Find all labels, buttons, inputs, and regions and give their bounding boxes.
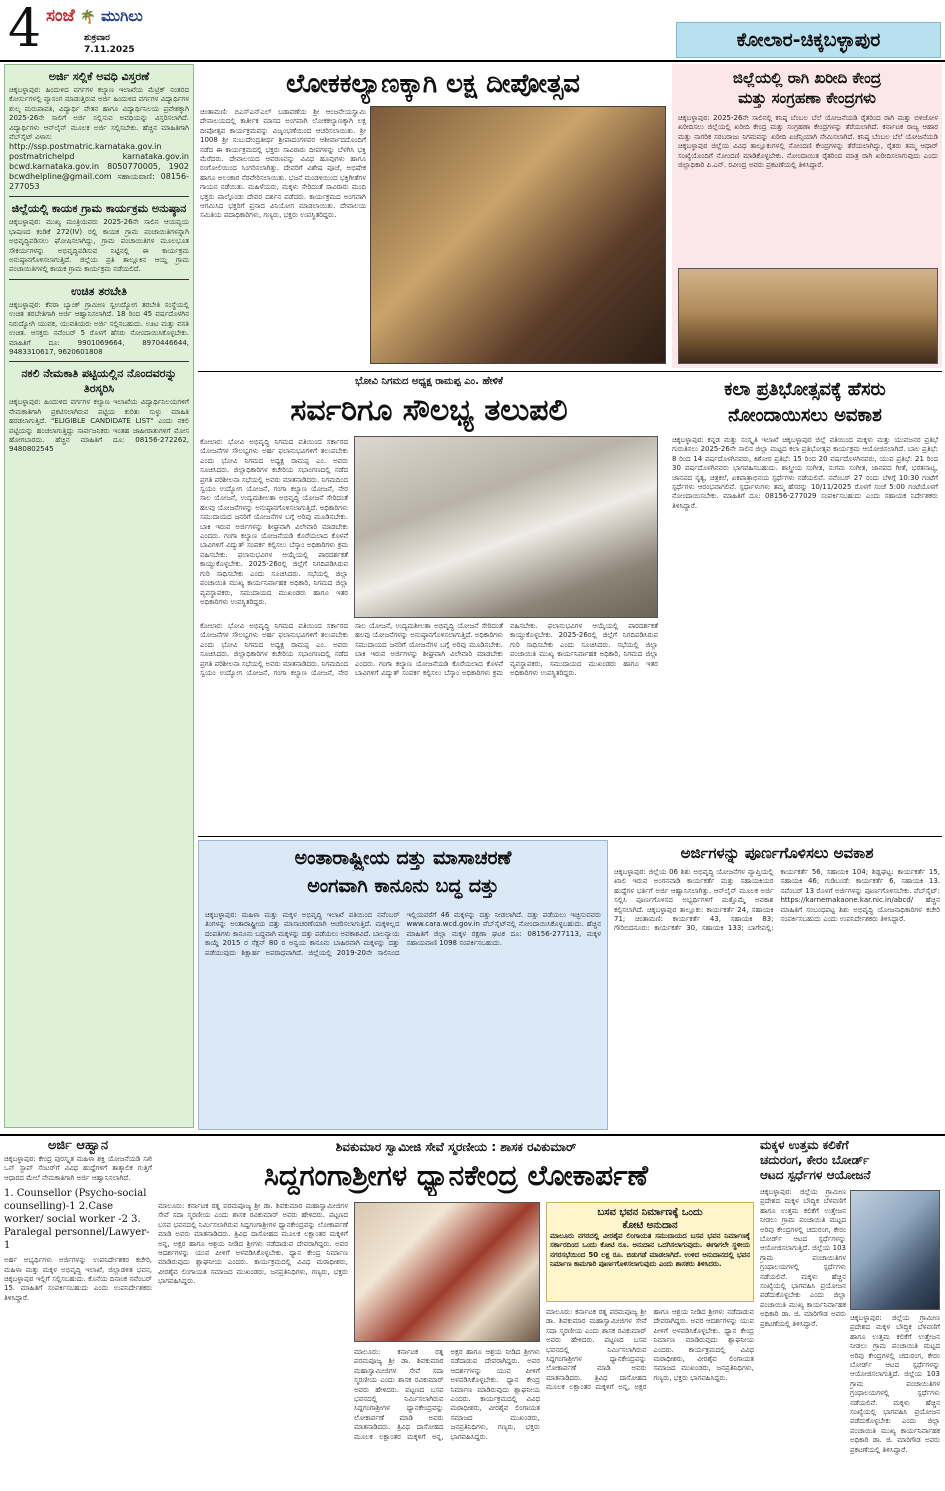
chess-text: ಚಿಕ್ಕಬಳ್ಳಾಪುರ: ಜಿಲ್ಲೆಯ ಗ್ರಾಮೀಣ ಪ್ರದೇಶದ ಮಕ್ಕಳ ಬೌದ್ಧಿಕ ಬೆಳವಣಿಗೆ ಹಾಗೂ ಉತ್ತಮ ಕಲಿಕೆಗೆ ಉತ್ತೇಜನ ನೀಡಲು ಗ್ರಾಮ ಪಂಚಾಯಿತಿ ಮಟ್ಟದ ಅರಿವು ಕೇಂದ್ರಗಳಲ್ಲಿ ಚದುರಂಗ, ಕೇರಂ ಬೋರ್ಡ್ ಆಟದ ಸ್ಪರ್ಧೆಗಳನ್ನು ಆಯೋಜಿಸಲಾಗುತ್ತಿದೆ. ಜಿಲ್ಲೆಯ 103 ಗ್ರಾಮ ಪಂಚಾಯಿತಿಗಳ ಗ್ರಂಥಾಲಯಗಳಲ್ಲಿ ಸ್ಪರ್ಧೆಗಳು ನಡೆಯಲಿವೆ. ಮಕ್ಕಳು ಹೆಚ್ಚಿನ ಸಂಖ್ಯೆಯಲ್ಲಿ ಭಾಗವಹಿಸಿ ಪ್ರಯೋಜನ ಪಡೆದುಕೊಳ್ಳಬೇಕು ಎಂದು ಜಿಲ್ಲಾ ಪಂಚಾಯಿತಿ ಮುಖ್ಯ ಕಾರ್ಯನಿರ್ವಾಹಕ ಅಧಿಕಾರಿ ಡಾ. ಜಿ. ಮಾರಿಗೌಡ ಅವರು ಪ್ರಕಟಣೆಯಲ್ಲಿ ತಿಳಿಸಿದ್ದಾರೆ. <box>760 1188 846 1328</box>
bhovi-text-top <box>200 438 348 618</box>
chess-text-continued: ಚಿಕ್ಕಬಳ್ಳಾಪುರ: ಜಿಲ್ಲೆಯ ಗ್ರಾಮೀಣ ಪ್ರದೇಶದ ಮಕ್ಕಳ ಬೌದ್ಧಿಕ ಬೆಳವಣಿಗೆ ಹಾಗೂ ಉತ್ತಮ ಕಲಿಕೆಗೆ ಉತ್ತೇಜನ ನೀಡಲು ಗ್ರಾಮ ಪಂಚಾಯಿತಿ ಮಟ್ಟದ ಅರಿವು ಕೇಂದ್ರಗಳಲ್ಲಿ ಚದುರಂಗ, ಕೇರಂ ಬೋರ್ಡ್ ಆಟದ ಸ್ಪರ್ಧೆಗಳನ್ನು ಆಯೋಜಿಸಲಾಗುತ್ತಿದೆ. ಜಿಲ್ಲೆಯ 103 ಗ್ರಾಮ ಪಂಚಾಯಿತಿಗಳ ಗ್ರಂಥಾಲಯಗಳಲ್ಲಿ ಸ್ಪರ್ಧೆಗಳು ನಡೆಯಲಿವೆ. ಮಕ್ಕಳು ಹೆಚ್ಚಿನ ಸಂಖ್ಯೆಯಲ್ಲಿ ಭಾಗವಹಿಸಿ ಪ್ರಯೋಜನ ಪಡೆದುಕೊಳ್ಳಬೇಕು ಎಂದು ಜಿಲ್ಲಾ ಪಂಚಾಯಿತಿ ಮುಖ್ಯ ಕಾರ್ಯನಿರ್ವಾಹಕ ಅಧಿಕಾರಿ ಡಾ. ಜಿ. ಮಾರಿಗೌಡ ಅವರು ಪ್ರಕಟಣೆಯಲ್ಲಿ ತಿಳಿಸಿದ್ದಾರೆ. <box>850 1314 940 1454</box>
adoption-story <box>198 840 608 1130</box>
kala-headline-1: ಕಲಾ ಪ್ರತಿಭೋತ್ಸವಕ್ಕೆ ಹೆಸರು <box>724 379 886 400</box>
left-article4-title: ನಕಲಿ ನೇಮಕಾತಿ ಪಟ್ಟಿಯಲ್ಲಿನ ನೊಂದವರನ್ನು ತಿರಸ್ಕರಿಸಿ <box>21 367 177 396</box>
basava-text: ಮಾಲೂರು ನಗರದಲ್ಲಿ ವೀರಶೈವ ಲಿಂಗಾಯತ ಸಮುದಾಯದ ಬಸವ ಭವನ ನಿರ್ಮಾಣಕ್ಕೆ ಸರ್ಕಾರದಿಂದ ಒಂದು ಕೋಟಿ ರೂ. ಅನುದಾನ ಒದಗಿಸಲಾಗುವುದು. ಈಗಾಗಲೇ ಸ್ಥಳೀಯ ನಗರಸಭೆಯಿಂದ 50 ಲಕ್ಷ ರೂ. ಬಿಡುಗಡೆ ಮಾಡಲಾಗಿದೆ. ಉಳಿದ ಅನುದಾನದಲ್ಲಿ ಭವನ ನಿರ್ಮಾಣ ಕಾಮಗಾರಿ ಪೂರ್ಣಗೊಳಿಸಲಾಗುವುದು ಎಂದು ಶಾಸಕರು ತಿಳಿಸಿದರು. <box>550 1232 750 1269</box>
masthead <box>0 0 945 60</box>
rule-2 <box>198 836 942 837</box>
siddaganga-headline: ಸಿದ್ದಗಂಗಾಶ್ರೀಗಳ ಧ್ಯಾನಕೇಂದ್ರ ಲೋಕಾರ್ಪಣೆ <box>263 1159 648 1192</box>
siddaganga-text-continued-2: ಮಾಲೂರು: ಕರ್ನಾಟಕ ರತ್ನ ಪರಮಪೂಜ್ಯ ಶ್ರೀ ಡಾ. ಶಿವಕುಮಾರ ಮಹಾಸ್ವಾಮೀಜಿಗಳ ಸೇವೆ ಸದಾ ಸ್ಮರಣೀಯ ಎಂದು ಶಾಸಕ ರವಿಕುಮಾರ್ ಅವರು ಹೇಳಿದರು. ಪಟ್ಟಣದ ಬಸವ ಭವನದಲ್ಲಿ ನಿರ್ಮಿಸಲಾಗಿರುವ ಸಿದ್ದಗಂಗಾಶ್ರೀಗಳ ಧ್ಯಾನಕೇಂದ್ರವನ್ನು ಲೋಕಾರ್ಪಣೆ ಮಾಡಿ ಅವರು ಮಾತನಾಡಿದರು. ತ್ರಿವಿಧ ದಾಸೋಹದ ಮೂಲಕ ಲಕ್ಷಾಂತರ ಮಕ್ಕಳಿಗೆ ಅನ್ನ, ಅಕ್ಷರ ಹಾಗೂ ಆಶ್ರಯ ನೀಡಿದ ಶ್ರೀಗಳು ನಡೆದಾಡುವ ದೇವರಾಗಿದ್ದರು. ಅವರ ಆದರ್ಶಗಳನ್ನು ಯುವ ಪೀಳಿಗೆ ಅಳವಡಿಸಿಕೊಳ್ಳಬೇಕು. ಧ್ಯಾನ ಕೇಂದ್ರ ನಿರ್ಮಾಣ ಮಾಡಿರುವುದು ಶ್ಲಾಘನೀಯ ಎಂದರು. ಕಾರ್ಯಕ್ರಮದಲ್ಲಿ ವಿವಿಧ ಮಠಾಧೀಶರು, ವೀರಶೈವ ಲಿಂಗಾಯತ ಸಮಾಜದ ಮುಖಂಡರು, ಜನಪ್ರತಿನಿಧಿಗಳು, ಗಣ್ಯರು, ಭಕ್ತರು ಭಾಗವಹಿಸಿದ್ದರು. <box>546 1308 754 1392</box>
bhovi-kicker: ಭೋವಿ ನಿಗಮದ ಅಧ್ಯಕ್ಷ ರಾಮಪ್ಪ ಎಂ. ಹೇಳಿಕೆ <box>355 376 503 387</box>
bottom-left-notice <box>4 1138 152 1488</box>
lead-story <box>198 64 668 368</box>
ragi-photo-grain-sacks <box>678 268 938 364</box>
bottom-left-posts: 1. Counsellor (Psycho-social counselling)-1 2.Case worker/ social worker -2 3. Paralegal personnel/Lawyer-1 <box>4 1188 150 1252</box>
bhovi-story <box>198 374 660 834</box>
chess-text-left <box>760 1188 846 1486</box>
section-title: ಕೋಲಾರ-ಚಿಕ್ಕಬಳ್ಳಾಪುರ <box>736 29 881 51</box>
chess-headline-3: ಆಟದ ಸ್ಪರ್ಧೆಗಳ ಆಯೋಜನೆ <box>760 1168 871 1182</box>
left-article1-text: ಚಿಕ್ಕಬಳ್ಳಾಪುರ: ಹಿಂದುಳಿದ ವರ್ಗಗಳ ಕಲ್ಯಾಣ ಇಲಾಖೆಯ ಮೆಟ್ರಿಕ್ ನಂತರದ ಕೋರ್ಸುಗಳಲ್ಲಿ ವ್ಯಾಸಂಗ ಮಾಡುತ್ತಿರುವ ಅರ್ಜಿ ಹಿಂದುಳಿದ ವರ್ಗಗಳ ವಿದ್ಯಾರ್ಥಿಗಳ ಶುಲ್ಕ ಮರುಪಾವತಿ, ವಿದ್ಯಾರ್ಥಿ ವೇತನ ಹಾಗೂ ವಿದ್ಯಾರ್ಥಿನಿಲಯ ಪ್ರವೇಶಕ್ಕಾಗಿ 2025-26ನೇ ಸಾಲಿಗೆ ಅರ್ಜಿ ಸಲ್ಲಿಸುವ ಅವಧಿಯನ್ನು ವಿಸ್ತರಿಸಲಾಗಿದೆ. ವಿದ್ಯಾರ್ಥಿಗಳು ಆನ್‌ಲೈನ್ ಮೂಲಕ ಅರ್ಜಿ ಸಲ್ಲಿಸಬೇಕು. ಹೆಚ್ಚಿನ ಮಾಹಿತಿಗಾಗಿ ವೆಬ್‌ಸೈಟ್ ವಿಳಾಸ: <box>9 86 189 142</box>
bottom-left-title: ಅರ್ಜಿ ಆಹ್ವಾನ <box>47 1138 109 1153</box>
siddaganga-text-right <box>546 1308 754 1486</box>
chess-text-right <box>850 1314 940 1486</box>
bottom-left-text: ಚಿಕ್ಕಬಳ್ಳಾಪುರ: ಕೇಂದ್ರ ಪುರಸ್ಕೃತ ಮಹಿಳಾ ಶಕ್ತಿ ಯೋಜನೆಯಡಿ ಸಖಿ ಒನ್ ಸ್ಟಾಪ್ ಸೆಂಟರ್‌ಗೆ ವಿವಿಧ ಹುದ್ದೆಗಳಿಗೆ ತಾತ್ಕಾಲಿಕ ಗುತ್ತಿಗೆ ಆಧಾರದ ಮೇಲೆ ನೇಮಕಾತಿಗಾಗಿ ಅರ್ಜಿ ಆಹ್ವಾನಿಸಲಾಗಿದೆ. <box>4 1155 152 1182</box>
kala-text: ಚಿಕ್ಕಬಳ್ಳಾಪುರ: ಕನ್ನಡ ಮತ್ತು ಸಂಸ್ಕೃತಿ ಇಲಾಖೆ ಚಿಕ್ಕಬಳ್ಳಾಪುರ ಜಿಲ್ಲೆ ವತಿಯಿಂದ ಮಕ್ಕಳು ಮತ್ತು ಯುವಜನರ ಪ್ರತಿಭೆ ಗುರುತಿಸಲು 2025-26ನೇ ಸಾಲಿನ ಜಿಲ್ಲಾ ಮಟ್ಟದ ಕಲಾ ಪ್ರತಿಭೋತ್ಸವ ಕಾರ್ಯಕ್ರಮ ಆಯೋಜಿಸಲಾಗಿದೆ. ಬಾಲ ಪ್ರತಿಭೆ: 8 ರಿಂದ 14 ವರ್ಷದೊಳಗಿನವರು, ಕಿಶೋರ ಪ್ರತಿಭೆ: 15 ರಿಂದ 20 ವರ್ಷದೊಳಗಿನವರು, ಯುವ ಪ್ರತಿಭೆ: 21 ರಿಂದ 30 ವರ್ಷದೊಳಗಿನವರು ಭಾಗವಹಿಸಬಹುದು. ಶಾಸ್ತ್ರೀಯ ಸಂಗೀತ, ಸುಗಮ ಸಂಗೀತ, ಜಾನಪದ ಗೀತೆ, ಭರತನಾಟ್ಯ, ಜಾನಪದ ನೃತ್ಯ, ಚಿತ್ರಕಲೆ, ಏಕಪಾತ್ರಾಭಿನಯ ಸ್ಪರ್ಧೆಗಳು ನಡೆಯಲಿವೆ. ನವೆಂಬರ್ 27 ರಂದು ಬೆಳಿಗ್ಗೆ 10:30 ಗಂಟೆಗೆ ಸ್ಪರ್ಧೆಗಳು ಆರಂಭವಾಗಲಿವೆ. ಸ್ಪರ್ಧಾಳುಗಳು ತಮ್ಮ ಹೆಸರನ್ನು 10/11/2025 ರೊಳಗೆ ಸಂಜೆ 5:00 ಗಂಟೆಯೊಳಗೆ ನೋಂದಾಯಿಸಬೇಕು. ಮಾಹಿತಿಗೆ ದೂ: 08156-277029 ಸಂಪರ್ಕಿಸಬಹುದು ಎಂದು ಸಹಾಯಕ ನಿರ್ದೇಶಕರು ತಿಳಿಸಿದ್ದಾರೆ. <box>672 436 938 510</box>
rule-1 <box>198 371 942 372</box>
left-article1-links: http://ssp.postmatric.karnataka.gov.in postmatrichelpd karnataka.gov.in bcwd.karnataka.gov.in 8050770005, 1902 bcwdhelpline@gmail.com ಸಹಾಯವಾಣಿ: 08156-277053 <box>9 142 189 192</box>
bhovi-text: ಕೋಲಾರ: ಭೋವಿ ಅಭಿವೃದ್ಧಿ ನಿಗಮದ ವತಿಯಿಂದ ಸರ್ಕಾರದ ಯೋಜನೆಗಳ ಸೌಲಭ್ಯಗಳು ಅರ್ಹ ಫಲಾನುಭವಿಗಳಿಗೆ ತಲುಪಬೇಕು ಎಂದು ಭೋವಿ ನಿಗಮದ ಅಧ್ಯಕ್ಷ ರಾಮಪ್ಪ ಎಂ. ಅವರು ಸೂಚಿಸಿದರು. ಜಿಲ್ಲಾಧಿಕಾರಿಗಳ ಕಚೇರಿಯ ಸಭಾಂಗಣದಲ್ಲಿ ನಡೆದ ಪ್ರಗತಿ ಪರಿಶೀಲನಾ ಸಭೆಯಲ್ಲಿ ಅವರು ಮಾತನಾಡಿದರು. ನಿಗಮದಿಂದ ಸ್ವಯಂ ಉದ್ಯೋಗ ಯೋಜನೆ, ಗಂಗಾ ಕಲ್ಯಾಣ ಯೋಜನೆ, ನೇರ ಸಾಲ ಯೋಜನೆ, ಉದ್ಯಮಶೀಲತಾ ಅಭಿವೃದ್ಧಿ ಯೋಜನೆ ಸೇರಿದಂತೆ ಹಲವು ಯೋಜನೆಗಳನ್ನು ಅನುಷ್ಠಾನಗೊಳಿಸಲಾಗುತ್ತಿದೆ. ಅಧಿಕಾರಿಗಳು ಸಮುದಾಯದ ಜನರಿಗೆ ಯೋಜನೆಗಳ ಬಗ್ಗೆ ಅರಿವು ಮೂಡಿಸಬೇಕು. ಬಾಕಿ ಇರುವ ಅರ್ಜಿಗಳನ್ನು ಶೀಘ್ರವಾಗಿ ವಿಲೇವಾರಿ ಮಾಡಬೇಕು ಎಂದರು. ಗಂಗಾ ಕಲ್ಯಾಣ ಯೋಜನೆಯಡಿ ಕೊರೆಯಲಾದ ಕೊಳವೆ ಬಾವಿಗಳಿಗೆ ವಿದ್ಯುತ್ ಸಂಪರ್ಕ ಕಲ್ಪಿಸಲು ಬೆಸ್ಕಾಂ ಅಧಿಕಾರಿಗಳು ಕ್ರಮ ವಹಿಸಬೇಕು. ಫಲಾನುಭವಿಗಳ ಆಯ್ಕೆಯಲ್ಲಿ ಪಾರದರ್ಶಕತೆ ಕಾಯ್ದುಕೊಳ್ಳಬೇಕು. 2025-26ರಲ್ಲಿ ಜಿಲ್ಲೆಗೆ ನಿಗದಿಪಡಿಸಿರುವ ಗುರಿ ಸಾಧಿಸಬೇಕು ಎಂದು ಸೂಚಿಸಿದರು. ಸಭೆಯಲ್ಲಿ ಜಿಲ್ಲಾ ಪಂಚಾಯಿತಿ ಮುಖ್ಯ ಕಾರ್ಯನಿರ್ವಾಹಕ ಅಧಿಕಾರಿ, ನಿಗಮದ ಜಿಲ್ಲಾ ವ್ಯವಸ್ಥಾಪಕರು, ಸಮುದಾಯದ ಮುಖಂಡರು ಹಾಗೂ ಇತರ ಅಧಿಕಾರಿಗಳು ಉಪಸ್ಥಿತರಿದ್ದರು. <box>200 438 348 606</box>
section-banner <box>676 22 941 58</box>
siddaganga-text: ಮಾಲೂರು: ಕರ್ನಾಟಕ ರತ್ನ ಪರಮಪೂಜ್ಯ ಶ್ರೀ ಡಾ. ಶಿವಕುಮಾರ ಮಹಾಸ್ವಾಮೀಜಿಗಳ ಸೇವೆ ಸದಾ ಸ್ಮರಣೀಯ ಎಂದು ಶಾಸಕ ರವಿಕುಮಾರ್ ಅವರು ಹೇಳಿದರು. ಪಟ್ಟಣದ ಬಸವ ಭವನದಲ್ಲಿ ನಿರ್ಮಿಸಲಾಗಿರುವ ಸಿದ್ದಗಂಗಾಶ್ರೀಗಳ ಧ್ಯಾನಕೇಂದ್ರವನ್ನು ಲೋಕಾರ್ಪಣೆ ಮಾಡಿ ಅವರು ಮಾತನಾಡಿದರು. ತ್ರಿವಿಧ ದಾಸೋಹದ ಮೂಲಕ ಲಕ್ಷಾಂತರ ಮಕ್ಕಳಿಗೆ ಅನ್ನ, ಅಕ್ಷರ ಹಾಗೂ ಆಶ್ರಯ ನೀಡಿದ ಶ್ರೀಗಳು ನಡೆದಾಡುವ ದೇವರಾಗಿದ್ದರು. ಅವರ ಆದರ್ಶಗಳನ್ನು ಯುವ ಪೀಳಿಗೆ ಅಳವಡಿಸಿಕೊಳ್ಳಬೇಕು. ಧ್ಯಾನ ಕೇಂದ್ರ ನಿರ್ಮಾಣ ಮಾಡಿರುವುದು ಶ್ಲಾಘನೀಯ ಎಂದರು. ಕಾರ್ಯಕ್ರಮದಲ್ಲಿ ವಿವಿಧ ಮಠಾಧೀಶರು, ವೀರಶೈವ ಲಿಂಗಾಯತ ಸಮಾಜದ ಮುಖಂಡರು, ಜನಪ್ರತಿನಿಧಿಗಳು, ಗಣ್ಯರು, ಭಕ್ತರು ಭಾಗವಹಿಸಿದ್ದರು. <box>158 1202 348 1286</box>
kala-headline-2: ನೋಂದಾಯಿಸಲು ಅವಕಾಶ <box>728 405 882 426</box>
bhovi-text-bottom <box>200 622 658 832</box>
weekday: ಶುಕ್ರವಾರ <box>84 33 110 43</box>
left-article2-title: ಜಿಲ್ಲೆಯಲ್ಲಿ ಕಾಯಕ ಗ್ರಾಮ ಕಾರ್ಯಕ್ರಮ ಅನುಷ್ಠಾನ <box>11 202 187 216</box>
paper-name-part1: ಸಂಜೆ <box>46 6 75 26</box>
ragi-headline-1: ಜಿಲ್ಲೆಯಲ್ಲಿ ರಾಗಿ ಖರೀದಿ ಕೇಂದ್ರ <box>732 69 882 87</box>
lead-headline: ಲೋಕಕಲ್ಯಾಣಕ್ಕಾಗಿ ಲಕ್ಷ ದೀಪೋತ್ಸವ <box>286 69 580 99</box>
palm-icon: 🌴 <box>79 10 96 25</box>
chess-photo-official <box>850 1190 940 1310</box>
kala-story <box>668 374 942 834</box>
anganwadi-story <box>612 840 942 1130</box>
anganwadi-text: ಚಿಕ್ಕಬಳ್ಳಾಪುರ: ಜಿಲ್ಲೆಯ 06 ಶಿಶು ಅಭಿವೃದ್ಧಿ ಯೋಜನೆಗಳ ವ್ಯಾಪ್ತಿಯಲ್ಲಿ ಖಾಲಿ ಇರುವ ಅಂಗನವಾಡಿ ಕಾರ್ಯಕರ್ತೆ ಮತ್ತು ಸಹಾಯಕಿಯರ ಹುದ್ದೆಗಳ ಭರ್ತಿಗೆ ಅರ್ಜಿ ಆಹ್ವಾನಿಸಲಾಗಿತ್ತು. ಆನ್‌ಲೈನ್ ಮೂಲಕ ಅರ್ಜಿ ಸಲ್ಲಿಸಿ ಪೂರ್ಣಗೊಳಿಸದ ಅಭ್ಯರ್ಥಿಗಳಿಗೆ ಮತ್ತೊಮ್ಮೆ ಅವಕಾಶ ಕಲ್ಪಿಸಲಾಗಿದೆ. ಚಿಕ್ಕಬಳ್ಳಾಪುರ ತಾಲ್ಲೂಕು: ಕಾರ್ಯಕರ್ತೆ 24, ಸಹಾಯಕಿ 71; ಚಿಂತಾಮಣಿ: ಕಾರ್ಯಕರ್ತೆ 43, ಸಹಾಯಕಿ 83; ಗೌರಿಬಿದನೂರು: ಕಾರ್ಯಕರ್ತೆ 30, ಸಹಾಯಕಿ 133; ಬಾಗೇಪಲ್ಲಿ: ಕಾರ್ಯಕರ್ತೆ 56, ಸಹಾಯಕಿ 104; ಶಿಡ್ಲಘಟ್ಟ: ಕಾರ್ಯಕರ್ತೆ 15, ಸಹಾಯಕಿ 46; ಗುಡಿಬಂಡೆ: ಕಾರ್ಯಕರ್ತೆ 6, ಸಹಾಯಕಿ 13. ನವೆಂಬರ್ 13 ರೊಳಗೆ ಅರ್ಜಿಗಳನ್ನು ಪೂರ್ಣಗೊಳಿಸಬೇಕು. ವೆಬ್‌ಸೈಟ್: https://karnemakaone.kar.nic.in/abcd/ ಹೆಚ್ಚಿನ ಮಾಹಿತಿಗೆ ಸಂಬಂಧಪಟ್ಟ ಶಿಶು ಅಭಿವೃದ್ಧಿ ಯೋಜನಾಧಿಕಾರಿಗಳ ಕಚೇರಿ ಸಂಪರ್ಕಿಸಬಹುದು ಎಂದು ಉಪನಿರ್ದೇಶಕರು ತಿಳಿಸಿದ್ದಾರೆ. <box>614 868 940 933</box>
basava-title-2: ಕೋಟಿ ಅನುದಾನ <box>622 1220 678 1231</box>
adoption-headline-1: ಅಂತಾರಾಷ್ಟ್ರೀಯ ದತ್ತು ಮಾಸಾಚರಣೆ <box>294 847 512 869</box>
bhovi-text-continued: ಕೋಲಾರ: ಭೋವಿ ಅಭಿವೃದ್ಧಿ ನಿಗಮದ ವತಿಯಿಂದ ಸರ್ಕಾರದ ಯೋಜನೆಗಳ ಸೌಲಭ್ಯಗಳು ಅರ್ಹ ಫಲಾನುಭವಿಗಳಿಗೆ ತಲುಪಬೇಕು ಎಂದು ಭೋವಿ ನಿಗಮದ ಅಧ್ಯಕ್ಷ ರಾಮಪ್ಪ ಎಂ. ಅವರು ಸೂಚಿಸಿದರು. ಜಿಲ್ಲಾಧಿಕಾರಿಗಳ ಕಚೇರಿಯ ಸಭಾಂಗಣದಲ್ಲಿ ನಡೆದ ಪ್ರಗತಿ ಪರಿಶೀಲನಾ ಸಭೆಯಲ್ಲಿ ಅವರು ಮಾತನಾಡಿದರು. ನಿಗಮದಿಂದ ಸ್ವಯಂ ಉದ್ಯೋಗ ಯೋಜನೆ, ಗಂಗಾ ಕಲ್ಯಾಣ ಯೋಜನೆ, ನೇರ ಸಾಲ ಯೋಜನೆ, ಉದ್ಯಮಶೀಲತಾ ಅಭಿವೃದ್ಧಿ ಯೋಜನೆ ಸೇರಿದಂತೆ ಹಲವು ಯೋಜನೆಗಳನ್ನು ಅನುಷ್ಠಾನಗೊಳಿಸಲಾಗುತ್ತಿದೆ. ಅಧಿಕಾರಿಗಳು ಸಮುದಾಯದ ಜನರಿಗೆ ಯೋಜನೆಗಳ ಬಗ್ಗೆ ಅರಿವು ಮೂಡಿಸಬೇಕು. ಬಾಕಿ ಇರುವ ಅರ್ಜಿಗಳನ್ನು ಶೀಘ್ರವಾಗಿ ವಿಲೇವಾರಿ ಮಾಡಬೇಕು ಎಂದರು. ಗಂಗಾ ಕಲ್ಯಾಣ ಯೋಜನೆಯಡಿ ಕೊರೆಯಲಾದ ಕೊಳವೆ ಬಾವಿಗಳಿಗೆ ವಿದ್ಯುತ್ ಸಂಪರ್ಕ ಕಲ್ಪಿಸಲು ಬೆಸ್ಕಾಂ ಅಧಿಕಾರಿಗಳು ಕ್ರಮ ವಹಿಸಬೇಕು. ಫಲಾನುಭವಿಗಳ ಆಯ್ಕೆಯಲ್ಲಿ ಪಾರದರ್ಶಕತೆ ಕಾಯ್ದುಕೊಳ್ಳಬೇಕು. 2025-26ರಲ್ಲಿ ಜಿಲ್ಲೆಗೆ ನಿಗದಿಪಡಿಸಿರುವ ಗುರಿ ಸಾಧಿಸಬೇಕು ಎಂದು ಸೂಚಿಸಿದರು. ಸಭೆಯಲ್ಲಿ ಜಿಲ್ಲಾ ಪಂಚಾಯಿತಿ ಮುಖ್ಯ ಕಾರ್ಯನಿರ್ವಾಹಕ ಅಧಿಕಾರಿ, ನಿಗಮದ ಜಿಲ್ಲಾ ವ್ಯವಸ್ಥಾಪಕರು, ಸಮುದಾಯದ ಮುಖಂಡರು ಹಾಗೂ ಇತರ ಅಧಿಕಾರಿಗಳು ಉಪಸ್ಥಿತರಿದ್ದರು. <box>200 622 658 678</box>
adoption-headline-2: ಅಂಗವಾಗಿ ಕಾನೂನು ಬದ್ಧ ದತ್ತು <box>307 875 499 897</box>
anganwadi-headline: ಅರ್ಜಿಗಳನ್ನು ಪೂರ್ಣಗೊಳಿಸಲು ಅವಕಾಶ <box>680 844 874 862</box>
left-article3-text: ಚಿಕ್ಕಬಳ್ಳಾಪುರ: ಕೆನರಾ ಬ್ಯಾಂಕ್ ಗ್ರಾಮೀಣ ಸ್ವಉದ್ಯೋಗ ತರಬೇತಿ ಸಂಸ್ಥೆಯಲ್ಲಿ ಉಚಿತ ತರಬೇತಿಗಾಗಿ ಅರ್ಜಿ ಆಹ್ವಾನಿಸಲಾಗಿದೆ. 18 ರಿಂದ 45 ವರ್ಷದೊಳಗಿನ ನಿರುದ್ಯೋಗಿ ಯುವಕ, ಯುವತಿಯರು ಅರ್ಜಿ ಸಲ್ಲಿಸಬಹುದು. ಊಟ ಮತ್ತು ವಸತಿ ಉಚಿತ. ಆಸಕ್ತರು ನವೆಂಬರ್ 5 ರೊಳಗೆ ಹೆಸರು ನೋಂದಾಯಿಸಿಕೊಳ್ಳಬೇಕು. ಮಾಹಿತಿಗೆ ದೂ: 9901069664, 8970446644, 9483310617, 9620601808 <box>9 300 189 356</box>
ragi-headline-2: ಮತ್ತು ಸಂಗ್ರಹಣಾ ಕೇಂದ್ರಗಳು <box>738 89 876 107</box>
bhovi-photo-meeting <box>354 436 658 618</box>
siddaganga-text-left <box>158 1202 348 1486</box>
adoption-text: ಚಿಕ್ಕಬಳ್ಳಾಪುರ: ಮಹಿಳಾ ಮತ್ತು ಮಕ್ಕಳ ಅಭಿವೃದ್ಧಿ ಇಲಾಖೆ ವತಿಯಿಂದ ನವೆಂಬರ್ ತಿಂಗಳನ್ನು ಅಂತಾರಾಷ್ಟ್ರೀಯ ದತ್ತು ಮಾಸಾಚರಣೆಯಾಗಿ ಆಚರಿಸಲಾಗುತ್ತಿದೆ. ಮಕ್ಕಳಿಲ್ಲದ ದಂಪತಿಗಳು ಕಾನೂನು ಬದ್ಧವಾಗಿ ಮಕ್ಕಳನ್ನು ದತ್ತು ಪಡೆಯಲು ಅವಕಾಶವಿದೆ. ಬಾಲನ್ಯಾಯ ಕಾಯ್ದೆ 2015 ರ ಸೆಕ್ಷನ್ 80 ರ ಅನ್ವಯ ಕಾನೂನು ಬಾಹಿರವಾಗಿ ಮಕ್ಕಳನ್ನು ದತ್ತು ಪಡೆಯುವುದು ಶಿಕ್ಷಾರ್ಹ ಅಪರಾಧವಾಗಿದೆ. ಜಿಲ್ಲೆಯಲ್ಲಿ 2019-20ನೇ ಸಾಲಿನಿಂದ ಇಲ್ಲಿಯವರೆಗೆ 46 ಮಕ್ಕಳನ್ನು ದತ್ತು ನೀಡಲಾಗಿದೆ. ದತ್ತು ಪಡೆಯಲು ಇಚ್ಛಿಸುವವರು www.cara.wcd.gov.in ವೆಬ್‌ಸೈಟ್‌ನಲ್ಲಿ ನೋಂದಾಯಿಸಿಕೊಳ್ಳಬಹುದು. ಹೆಚ್ಚಿನ ಮಾಹಿತಿಗೆ ಜಿಲ್ಲಾ ಮಕ್ಕಳ ರಕ್ಷಣಾ ಘಟಕ ದೂ: 08156-277113, ಮಕ್ಕಳ ಸಹಾಯವಾಣಿ 1098 ಸಂಪರ್ಕಿಸಬಹುದು. <box>205 911 601 957</box>
left-article3-title: ಉಚಿತ ತರಬೇತಿ <box>71 284 127 298</box>
lead-photo-temple-lamps <box>370 106 666 364</box>
left-column <box>4 64 194 1128</box>
lead-text: ಚಿಂತಾಮಣಿ: ಬಿಎಸ್‌ಎನ್‌ಎಲ್ ಬಡಾವಣೆಯ ಶ್ರೀ ಆಂಜನೇಯಸ್ವಾಮಿ ದೇವಾಲಯದಲ್ಲಿ ಕಾರ್ತೀಕ ಮಾಸದ ಅಂಗವಾಗಿ ಲೋಕಕಲ್ಯಾಣಕ್ಕಾಗಿ ಲಕ್ಷ ದೀಪೋತ್ಸವ ಕಾರ್ಯಕ್ರಮವನ್ನು ವಿಜೃಂಭಣೆಯಿಂದ ಆಚರಿಸಲಾಯಿತು. ಶ್ರೀ 1008 ಶ್ರೀ ಸುಬುದೇಂದ್ರತೀರ್ಥ ಶ್ರೀಪಾದಂಗಳವರ ಆಶೀರ್ವಾದದೊಂದಿಗೆ ನಡೆದ ಈ ಕಾರ್ಯಕ್ರಮದಲ್ಲಿ ಭಕ್ತರು ಸಾವಿರಾರು ದೀಪಗಳನ್ನು ಬೆಳಗಿಸಿ ಭಕ್ತಿ ಮೆರೆದರು. ದೇವಾಲಯದ ಆವರಣವನ್ನು ವಿವಿಧ ಹೂವುಗಳು ಹಾಗೂ ರಂಗೋಲಿಯಿಂದ ಸಿಂಗರಿಸಲಾಗಿತ್ತು. ದೇವರಿಗೆ ವಿಶೇಷ ಪೂಜೆ, ಅಭಿಷೇಕ ಹಾಗೂ ಅಲಂಕಾರ ನೆರವೇರಿಸಲಾಯಿತು. ಭಜನೆ ಮಂಡಳಿಯಿಂದ ಭಕ್ತಿಗೀತೆಗಳ ಗಾಯನ ನಡೆಯಿತು. ಮಹಿಳೆಯರು, ಮಕ್ಕಳು ಸೇರಿದಂತೆ ಸಾವಿರಾರು ಮಂದಿ ಭಕ್ತರು ಪಾಲ್ಗೊಂಡು ದೇವರ ದರ್ಶನ ಪಡೆದರು. ಕಾರ್ಯಕ್ರಮದ ಅಂಗವಾಗಿ ಆಗಮಿಸಿದ ಭಕ್ತರಿಗೆ ಪ್ರಸಾದ ವಿನಿಯೋಗ ಮಾಡಲಾಯಿತು. ದೇವಾಲಯ ಸಮಿತಿಯ ಪದಾಧಿಕಾರಿಗಳು, ಗಣ್ಯರು, ಭಕ್ತರು ಉಪಸ್ಥಿತರಿದ್ದರು. <box>200 108 366 220</box>
chess-headline-2: ಚದುರಂಗ, ಕೇರಂ ಬೋರ್ಡ್ <box>760 1153 870 1167</box>
left-article2-text: ಚಿಕ್ಕಬಳ್ಳಾಪುರ: ಮುಖ್ಯ ಮಂತ್ರಿಯವರು 2025-26ನೇ ಸಾಲಿನ ಆಯವ್ಯಯ ಭಾಷಣದ ಕಂಡಿಕೆ 272(IV) ರಲ್ಲಿ ಕಾಯಕ ಗ್ರಾಮ ಪಂಚಾಯಿತಿಗಳನ್ನಾಗಿ ಅಭಿವೃದ್ಧಿಪಡಿಸಲು ಘೋಷಿಸಲಾಗಿದ್ದು, ಗ್ರಾಮ ಪಂಚಾಯಿತಿಗಳ ಮೂಲಭೂತ ಸೌಕರ್ಯಗಳನ್ನು ಅಭಿವೃದ್ಧಿಪಡಿಸುವ ನಿಟ್ಟಿನಲ್ಲಿ ಈ ಕಾರ್ಯಕ್ರಮ ಅನುಷ್ಠಾನಗೊಳಿಸಲಾಗುತ್ತಿದೆ. ಜಿಲ್ಲೆಯ ಪ್ರತಿ ತಾಲ್ಲೂಕಿನ ಆಯ್ದ ಗ್ರಾಮ ಪಂಚಾಯಿತಿಗಳಲ್ಲಿ ಕಾಯಕ ಗ್ರಾಮ ಕಾರ್ಯಕ್ರಮ ನಡೆಯಲಿದೆ. <box>9 218 189 274</box>
ragi-story <box>672 64 942 368</box>
siddaganga-kicker: ಶಿವಕುಮಾರ ಸ್ವಾಮೀಜಿ ಸೇವೆ ಸ್ಮರಣೀಯ : ಶಾಸಕ ರವಿಕುಮಾರ್ <box>335 1140 577 1154</box>
siddaganga-text-continued: ಮಾಲೂರು: ಕರ್ನಾಟಕ ರತ್ನ ಪರಮಪೂಜ್ಯ ಶ್ರೀ ಡಾ. ಶಿವಕುಮಾರ ಮಹಾಸ್ವಾಮೀಜಿಗಳ ಸೇವೆ ಸದಾ ಸ್ಮರಣೀಯ ಎಂದು ಶಾಸಕ ರವಿಕುಮಾರ್ ಅವರು ಹೇಳಿದರು. ಪಟ್ಟಣದ ಬಸವ ಭವನದಲ್ಲಿ ನಿರ್ಮಿಸಲಾಗಿರುವ ಸಿದ್ದಗಂಗಾಶ್ರೀಗಳ ಧ್ಯಾನಕೇಂದ್ರವನ್ನು ಲೋಕಾರ್ಪಣೆ ಮಾಡಿ ಅವರು ಮಾತನಾಡಿದರು. ತ್ರಿವಿಧ ದಾಸೋಹದ ಮೂಲಕ ಲಕ್ಷಾಂತರ ಮಕ್ಕಳಿಗೆ ಅನ್ನ, ಅಕ್ಷರ ಹಾಗೂ ಆಶ್ರಯ ನೀಡಿದ ಶ್ರೀಗಳು ನಡೆದಾಡುವ ದೇವರಾಗಿದ್ದರು. ಅವರ ಆದರ್ಶಗಳನ್ನು ಯುವ ಪೀಳಿಗೆ ಅಳವಡಿಸಿಕೊಳ್ಳಬೇಕು. ಧ್ಯಾನ ಕೇಂದ್ರ ನಿರ್ಮಾಣ ಮಾಡಿರುವುದು ಶ್ಲಾಘನೀಯ ಎಂದರು. ಕಾರ್ಯಕ್ರಮದಲ್ಲಿ ವಿವಿಧ ಮಠಾಧೀಶರು, ವೀರಶೈವ ಲಿಂಗಾಯತ ಸಮಾಜದ ಮುಖಂಡರು, ಜನಪ್ರತಿನಿಧಿಗಳು, ಗಣ್ಯರು, ಭಕ್ತರು ಭಾಗವಹಿಸಿದ್ದರು. <box>354 1348 540 1441</box>
left-article4-text: ಚಿಕ್ಕಬಳ್ಳಾಪುರ: ಹಿಂದುಳಿದ ವರ್ಗಗಳ ಕಲ್ಯಾಣ ಇಲಾಖೆಯ ವಿದ್ಯಾರ್ಥಿನಿಲಯಗಳಿಗೆ ನೇಮಕಾತಿಗಾಗಿ ಪ್ರಕಟಿಸಲಾಗಿರುವ ಪಟ್ಟಿಯ ಕುರಿತು ಸುಳ್ಳು ಮಾಹಿತಿ ಹರಡಲಾಗುತ್ತಿದೆ. "ELIGIBLE CANDIDATE LIST" ಎಂದು ನಕಲಿ ಪಟ್ಟಿಯನ್ನು ಹಂಚಲಾಗುತ್ತಿದ್ದು ಸಾರ್ವಜನಿಕರು ಇಂತಹ ಜಾಹೀರಾತುಗಳಿಗೆ ಮೋಸ ಹೋಗಬಾರದು. ಹೆಚ್ಚಿನ ಮಾಹಿತಿಗೆ ದೂ: 08156-272262, 9480802545 <box>9 398 189 454</box>
masthead-rule <box>0 60 945 62</box>
chess-story <box>760 1138 942 1488</box>
basava-box <box>546 1202 754 1302</box>
paper-name-part2: ಮುಗಿಲು <box>101 7 143 25</box>
page-number: 4 <box>8 0 42 58</box>
issue-date: 7.11.2025 <box>84 45 135 55</box>
siddaganga-photo-inauguration <box>354 1202 540 1342</box>
bottom-left-text2: ಅರ್ಹ ಅಭ್ಯರ್ಥಿಗಳು ಅರ್ಜಿಗಳನ್ನು ಉಪನಿರ್ದೇಶಕರ ಕಚೇರಿ, ಮಹಿಳಾ ಮತ್ತು ಮಕ್ಕಳ ಅಭಿವೃದ್ಧಿ ಇಲಾಖೆ, ಜಿಲ್ಲಾಡಳಿತ ಭವನ, ಚಿಕ್ಕಬಳ್ಳಾಪುರ ಇಲ್ಲಿಗೆ ಸಲ್ಲಿಸಬಹುದು. ಕೊನೆಯ ದಿನಾಂಕ ನವೆಂಬರ್ 15. ಮಾಹಿತಿಗೆ ಸಂಪರ್ಕಿಸಬಹುದು ಎಂದು ಉಪನಿರ್ದೇಶಕರು ತಿಳಿಸಿದ್ದಾರೆ. <box>4 1256 152 1302</box>
paper-logo <box>46 6 166 32</box>
chess-headline-1: ಮಕ್ಕಳ ಉತ್ತಮ ಕಲಿಕೆಗೆ <box>760 1138 849 1152</box>
left-article1-title: ಅರ್ಜಿ ಸಲ್ಲಿಕೆ ಅವಧಿ ವಿಸ್ತರಣೆ <box>48 70 150 83</box>
ragi-text: ಚಿಕ್ಕಬಳ್ಳಾಪುರ: 2025-26ನೇ ಸಾಲಿನಲ್ಲಿ ಕನಿಷ್ಠ ಬೆಂಬಲ ಬೆಲೆ ಯೋಜನೆಯಡಿ ರೈತರಿಂದ ರಾಗಿ ಮತ್ತು ಬಿಳಿಜೋಳ ಖರೀದಿಸಲು ಜಿಲ್ಲೆಯಲ್ಲಿ ಖರೀದಿ ಕೇಂದ್ರ ಮತ್ತು ಸಂಗ್ರಹಣಾ ಕೇಂದ್ರಗಳನ್ನು ತೆರೆಯಲಾಗಿದೆ. ಕರ್ನಾಟಕ ರಾಜ್ಯ ಆಹಾರ ಮತ್ತು ನಾಗರಿಕ ಸರಬರಾಜು ನಿಗಮವನ್ನು ಖರೀದಿ ಏಜೆನ್ಸಿಯಾಗಿ ನೇಮಿಸಲಾಗಿದೆ. ಕನಿಷ್ಠ ಬೆಂಬಲ ಬೆಲೆ ಯೋಜನೆಯಡಿ ಚಿಕ್ಕಬಳ್ಳಾಪುರ ಜಿಲ್ಲೆಯ ವಿವಿಧ ತಾಲ್ಲೂಕುಗಳಲ್ಲಿ ನೋಂದಣಿ ಕೇಂದ್ರಗಳನ್ನು ತೆರೆಯಲಾಗಿದ್ದು, ರೈತರು ತಮ್ಮ ಆಧಾರ್ ಸಂಖ್ಯೆಯೊಂದಿಗೆ ನೋಂದಣಿ ಮಾಡಿಕೊಳ್ಳಬೇಕು. ನೋಂದಾಯಿತ ರೈತರಿಂದ ಮಾತ್ರ ರಾಗಿ ಖರೀದಿಸಲಾಗುವುದು ಎಂದು ಜಿಲ್ಲಾಧಿಕಾರಿ ಪಿ.ಎನ್. ರವೀಂದ್ರ ಅವರು ಪ್ರಕಟಣೆಯಲ್ಲಿ ತಿಳಿಸಿದ್ದಾರೆ. <box>678 114 938 170</box>
basava-title-1: ಬಸವ ಭವನ ನಿರ್ಮಾಣಕ್ಕೆ ಒಂದು <box>597 1207 703 1218</box>
siddaganga-story <box>156 1138 756 1488</box>
bhovi-headline: ಸರ್ವರಿಗೂ ಸೌಲಭ್ಯ ತಲುಪಲಿ <box>290 393 568 428</box>
rule-3 <box>0 1134 945 1136</box>
siddaganga-text-under-photo <box>354 1348 540 1486</box>
